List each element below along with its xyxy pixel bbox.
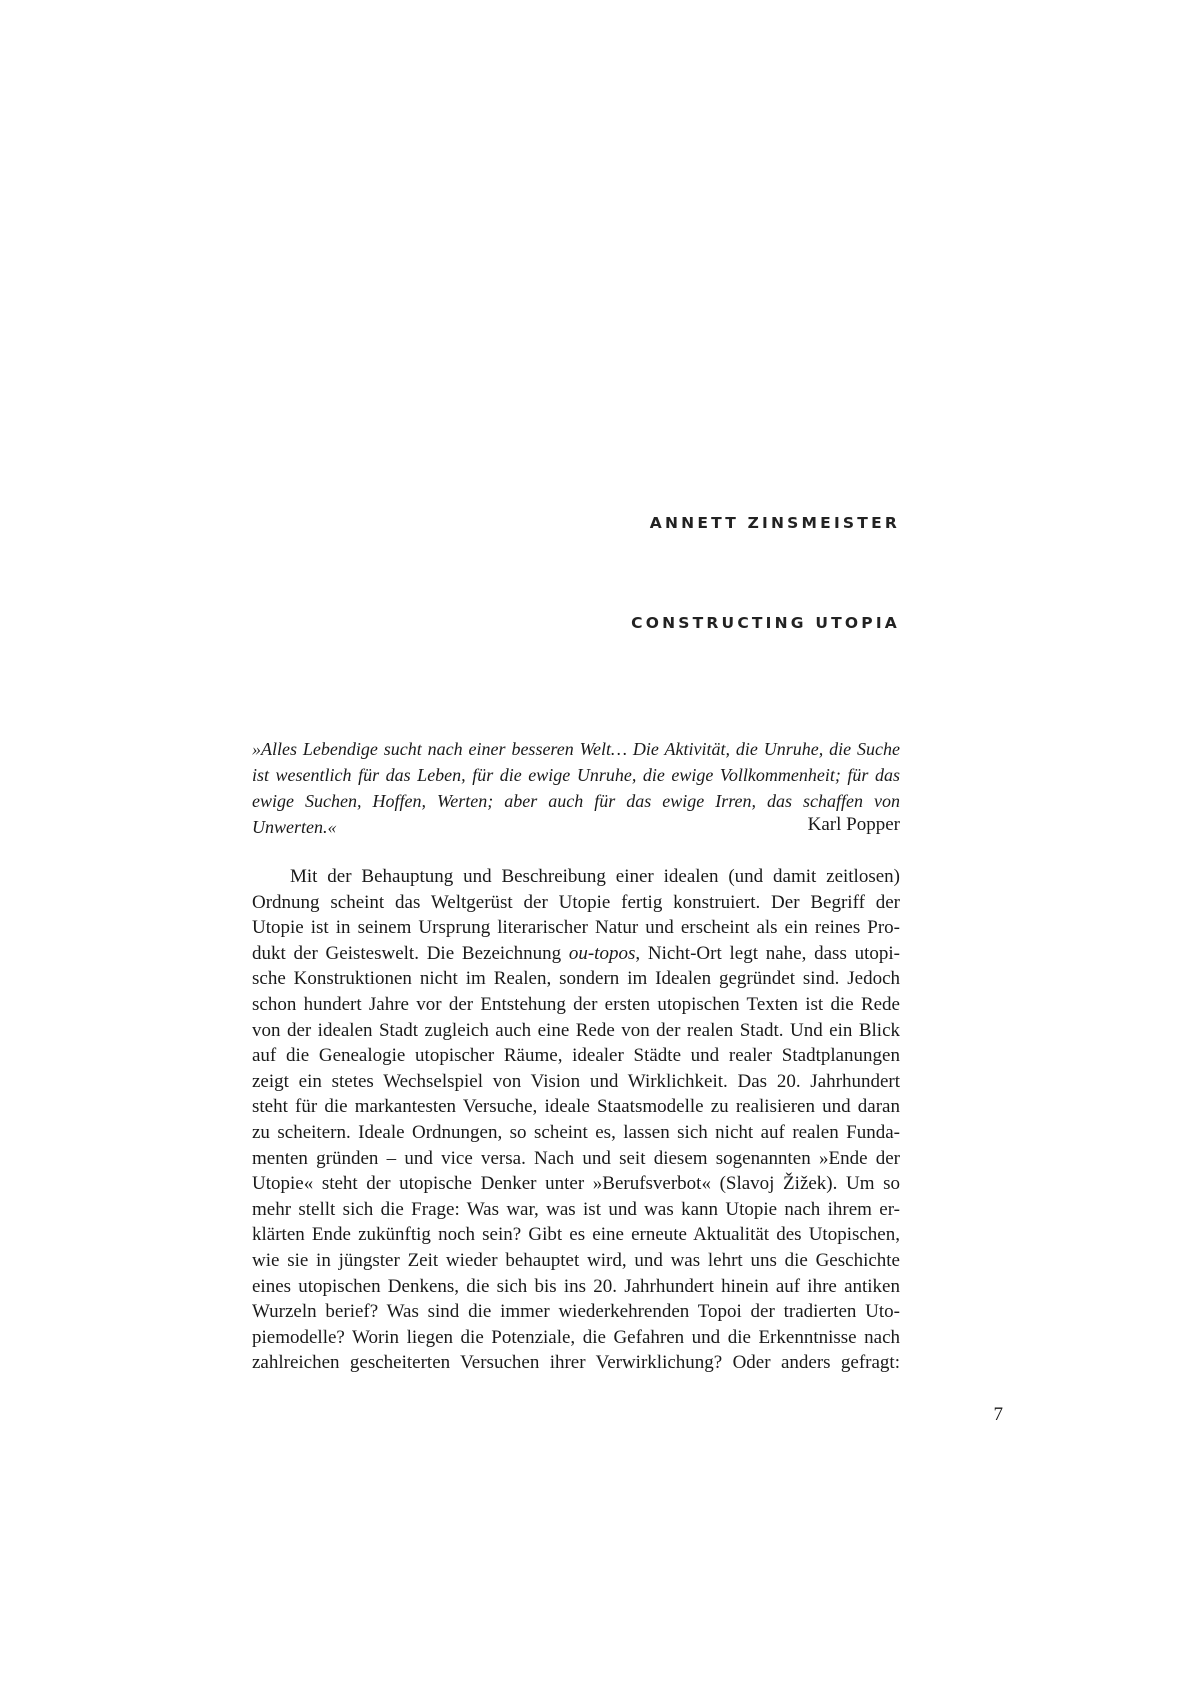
body-line: steht für die markantesten Versuche, ideale Staatsmodelle zu realisieren und daran [252,1096,900,1118]
body-line-italic-term: ou-topos [568,942,636,964]
body-line: sche Konstruktionen nicht im Realen, sondern im Idealen gegründet sind. Jedoch [252,968,900,990]
body-line: piemodelle? Worin liegen die Potenziale, die Gefahren und die Erkenntnisse nach [252,1326,900,1348]
body-line: Wurzeln berief? Was sind die immer wiederkehrenden Topoi der tradierten Uto- [252,1301,900,1323]
page-number: 7 [993,1404,1003,1425]
body-line: zu scheitern. Ideale Ordnungen, so scheint es, lassen sich nicht auf realen Funda- [252,1121,900,1143]
body-line: Utopie ist in seinem Ursprung literarischer Natur und erscheint als ein reines Pro- [252,917,900,939]
epigraph-attribution: Karl Popper [807,814,900,835]
body-line-segment: dukt der Geisteswelt. Die Bezeichnung [252,942,569,964]
body-line: schon hundert Jahre vor der Entstehung der ersten utopischen Texten ist die Rede [252,993,900,1015]
body-line: menten gründen – und vice versa. Nach und seit diesem sogenannten »Ende der [252,1147,900,1169]
body-line: wie sie in jüngster Zeit wieder behauptet wird, und was lehrt uns die Geschichte [252,1249,900,1271]
body-line: Ordnung scheint das Weltgerüst der Utopie fertig konstruiert. Der Begriff der [252,891,900,913]
body-line: zeigt ein stetes Wechselspiel von Vision und Wirklichkeit. Das 20. Jahrhundert [252,1070,900,1092]
body-line: klärten Ende zukünftig noch sein? Gibt es eine erneute Aktualität des Utopischen, [252,1224,900,1246]
body-line-segment: , Nicht-Ort legt nahe, dass utopi- [635,942,900,964]
body-line: eines utopischen Denkens, die sich bis ins 20. Jahrhundert hinein auf ihre antiken [252,1275,900,1297]
body-line [252,941,900,967]
body-line: zahlreichen gescheiterten Versuchen ihrer Verwirklichung? Oder anders gefragt: [252,1352,900,1374]
author-name: ANNETT ZINSMEISTER [649,514,900,532]
body-line: Utopie« steht der utopische Denker unter »Berufsverbot« (Slavoj Žižek). Um so [252,1173,900,1195]
body-text [252,864,900,1376]
body-line: von der idealen Stadt zugleich auch eine Rede von der realen Stadt. Und ein Blick [252,1019,900,1041]
chapter-title: CONSTRUCTING UTOPIA [631,614,900,632]
epigraph-quote: »Alles Lebendige sucht nach einer besseren Welt… Die Aktivität, die Unruhe, die Suche ist wesentlich für das Leben, für die ewige Unruhe, die ewige Vollkommenheit; für das ewige Suchen, Hoffen, Werten; aber auch für das ewige Irren, das schaffen von Unwerten.« [252,739,900,837]
body-line: auf die Genealogie utopischer Räume, idealer Städte und realer Stadtplanungen [252,1045,900,1067]
body-line: mehr stellt sich die Frage: Was war, was ist und was kann Utopie nach ihrem er- [252,1198,900,1220]
body-line: Mit der Behauptung und Beschreibung einer idealen (und damit zeitlosen) [290,866,900,887]
